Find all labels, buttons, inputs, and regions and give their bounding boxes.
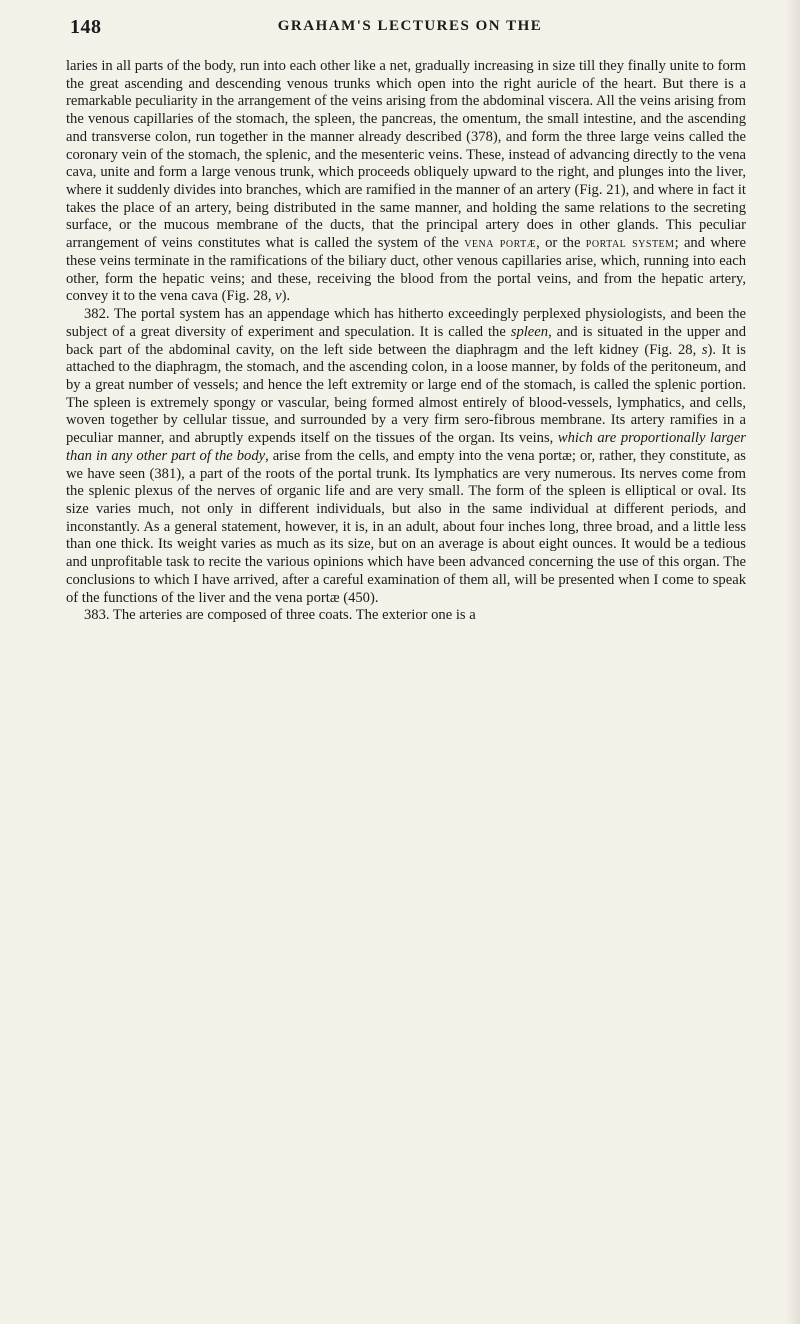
page-edge-shadow (786, 0, 800, 1324)
text-run: , or the (536, 235, 586, 252)
italic-text: v (275, 288, 282, 305)
text-run: laries in all parts of the body, run into each other like a net, gradually increasing in size till they finally unite to form the great ascending and descending venous trunks which open into the right auricle of the heart. But there is a remarkable peculiarity in the arrangement of the veins arising from the abdominal viscera. All the veins arising from the venous capillaries of the stomach, the spleen, the pancreas, the omentum, the small intestine, and the ascending and transverse colon, run together in the manner already described (378), and form the three large veins called the coronary vein of the stomach, the splenic, and the mesenteric veins. These, instead of advancing directly to the vena cava, unite and form a large venous trunk, which proceeds obliquely upward to the right, and plunges into the liver, where it suddenly divides into branches, which are ramified in the manner of an artery (Fig. 21), and where in fact it takes the place of an artery, being distributed in the same manner, and holding the same relations to the secreting surface, or the mucous membrane of the ducts, that the principal artery does in other glands. This peculiar arrangement of veins constitutes what is called the system of the (66, 58, 747, 252)
running-head: GRAHAM'S LECTURES ON THE (277, 18, 543, 34)
italic-text: s (701, 341, 708, 358)
text-run: ). It is attached to the diaphragm, the stomach, and the ascending colon, in a loose manner, by folds of the peritoneum, and by a great number of vessels; and hence the left extremity or large end of the stomach, is called the splenic portion. The spleen is extremely spongy or vascular, being formed almost entirely of blood-vessels, lymphatics, and cells, woven together by cellular tissue, and surrounded by a very firm sero-fibrous membrane. Its artery ramifies in a peculiar manner, and abruptly expends itself on the tissues of the organ. Its veins, (66, 341, 746, 447)
italic-text: which are proportionally larger than in any other part of the body (66, 430, 746, 464)
page-header (70, 16, 750, 50)
small-caps-text: vena portæ (464, 235, 537, 252)
paragraph-383-arteries (66, 607, 746, 625)
body-text (66, 58, 746, 625)
italic-text: spleen (510, 323, 549, 340)
small-caps-text: portal system (585, 235, 675, 252)
text-run: , and is situated in the upper and back part of the abdominal cavity, on the left side between the diaphragm and the left kidney (Fig. 28, (66, 323, 746, 358)
text-run: ; and where these veins terminate in the ramifications of the biliary duct, other venous capillaries arise, which, running into each other, form the hepatic veins; and these, receiving the blood from the portal veins, and from the hepatic artery, convey it to the vena cava (Fig. 28, (66, 235, 746, 305)
paragraph-continued (66, 58, 746, 306)
text-run: 383. The arteries are composed of three coats. The exterior one is a (84, 607, 476, 624)
text-run: , arise from the cells, and empty into the vena portæ; or, rather, they constitute, as we have seen (381), a part of the roots of the portal trunk. Its lymphatics are very numerous. Its nerves come from the splenic plexus of the nerves of organic life and are very small. The form of the spleen is elliptical or oval. Its size varies much, not only in different individuals, but also in the same individual at different periods, and inconstantly. As a general statement, however, it is, in an adult, about four inches long, three broad, and a little less than one thick. Its weight varies as much as its size, but on an average is about eight ounces. It would be a tedious and unprofitable task to recite the various opinions which have been advanced concerning the use of this organ. The conclusions to which I have arrived, after a careful examination of them all, will be presented when I come to speak of the functions of the liver and the vena portæ (450). (66, 447, 746, 606)
text-run: ). (281, 288, 291, 305)
paragraph-382-spleen (66, 306, 746, 607)
page-number: 148 (70, 16, 102, 38)
text-run: 382. The portal system has an appendage which has hitherto exceedingly perplexed physiologists, and been the subject of a great diversity of experiment and speculation. It is called the (66, 306, 746, 340)
